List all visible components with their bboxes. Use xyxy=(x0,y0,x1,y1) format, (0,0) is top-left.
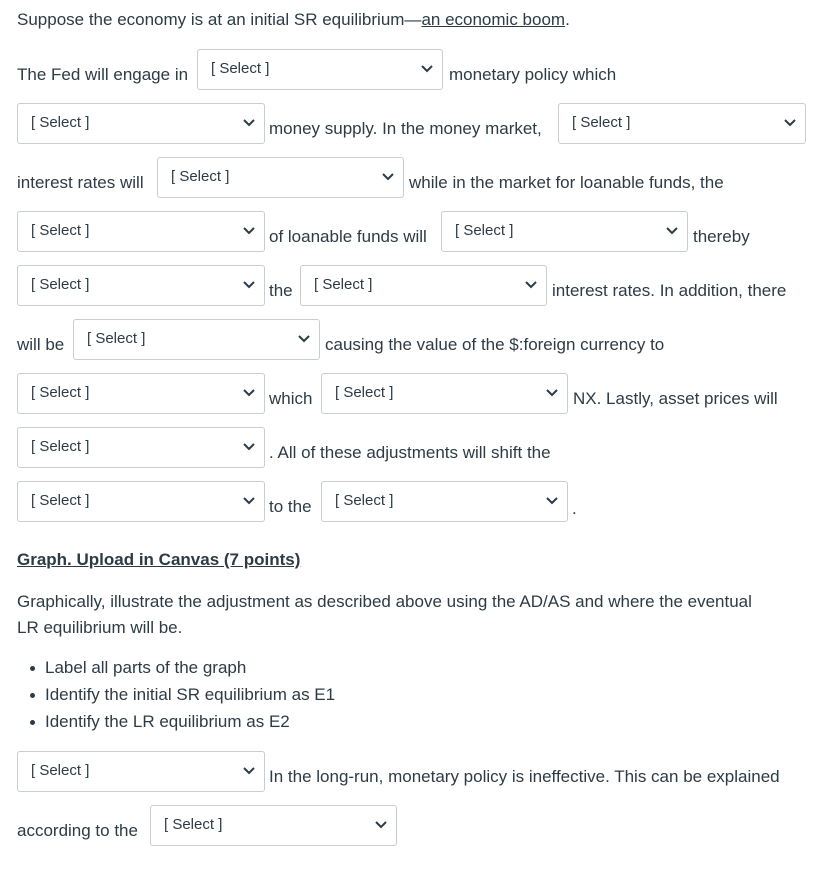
graph-instructions-line1: Graphically, illustrate the adjustment as described above using the AD/AS and where the eventual xyxy=(17,592,752,611)
select-money-market-shift[interactable] xyxy=(558,103,806,144)
text-adjustments-shift: . All of these adjustments will shift the xyxy=(269,443,551,462)
select-label: [ Select ] xyxy=(31,114,90,131)
select-capital-flow[interactable] xyxy=(73,319,320,360)
chevron-down-icon xyxy=(243,496,255,506)
select-lr-ineffective[interactable] xyxy=(17,751,265,792)
bullet-text: Identify the initial SR equilibrium as E1 xyxy=(45,685,336,704)
select-money-supply-change[interactable] xyxy=(17,103,265,144)
select-nx-change[interactable] xyxy=(321,373,568,414)
select-shift-direction[interactable] xyxy=(321,481,568,522)
select-loanable-funds-change[interactable] xyxy=(441,211,688,252)
select-label: [ Select ] xyxy=(171,168,230,185)
select-label: [ Select ] xyxy=(314,276,373,293)
bullet-dot xyxy=(30,666,35,671)
economic-boom-link[interactable]: an economic boom xyxy=(421,10,566,29)
text-period: . xyxy=(572,499,577,518)
text-interest-rates-will: interest rates will xyxy=(17,173,144,192)
chevron-down-icon xyxy=(243,118,255,128)
bullet-text: Identify the LR equilibrium as E2 xyxy=(45,712,290,731)
chevron-down-icon xyxy=(421,64,433,74)
chevron-down-icon xyxy=(243,766,255,776)
select-real-interest-change[interactable] xyxy=(17,265,265,306)
select-label: [ Select ] xyxy=(31,384,90,401)
select-loanable-funds-side[interactable] xyxy=(17,211,265,252)
text-long-run-ineffective: In the long-run, monetary policy is ineffective. This can be explained xyxy=(269,767,780,786)
select-curve-shifted[interactable] xyxy=(17,481,265,522)
intro-end: . xyxy=(565,10,570,29)
text-interest-rates-addition: interest rates. In addition, there xyxy=(552,281,787,300)
text-nx-asset-prices: NX. Lastly, asset prices will xyxy=(573,389,778,408)
intro-text: Suppose the economy is at an initial SR equilibrium— xyxy=(17,10,422,29)
chevron-down-icon xyxy=(784,118,796,128)
select-interest-rate-change[interactable] xyxy=(157,157,404,198)
bullet-text: Label all parts of the graph xyxy=(45,658,247,677)
graph-instructions-line2: LR equilibrium will be. xyxy=(17,618,183,637)
text-will-be: will be xyxy=(17,335,65,354)
select-asset-price-change[interactable] xyxy=(17,427,265,468)
chevron-down-icon xyxy=(375,820,387,830)
text-currency-value: causing the value of the $:foreign currency to xyxy=(325,335,665,354)
select-label: [ Select ] xyxy=(572,114,631,131)
select-label: [ Select ] xyxy=(164,816,223,833)
bullet-dot xyxy=(30,720,35,725)
chevron-down-icon xyxy=(382,172,394,182)
select-currency-change[interactable] xyxy=(17,373,265,414)
chevron-down-icon xyxy=(243,280,255,290)
select-label: [ Select ] xyxy=(31,762,90,779)
select-label: [ Select ] xyxy=(87,330,146,347)
bullet-dot xyxy=(30,693,35,698)
select-label: [ Select ] xyxy=(335,384,394,401)
select-label: [ Select ] xyxy=(31,222,90,239)
chevron-down-icon xyxy=(666,226,678,236)
chevron-down-icon xyxy=(243,226,255,236)
select-label: [ Select ] xyxy=(31,438,90,455)
text-which: which xyxy=(269,389,313,408)
text-to-the: to the xyxy=(269,497,312,516)
chevron-down-icon xyxy=(243,442,255,452)
chevron-down-icon xyxy=(525,280,537,290)
text-thereby: thereby xyxy=(693,227,750,246)
select-label: [ Select ] xyxy=(455,222,514,239)
select-label: [ Select ] xyxy=(335,492,394,509)
select-explanation-theory[interactable] xyxy=(150,805,397,846)
text-fed-engage: The Fed will engage in xyxy=(17,65,189,84)
text-the: the xyxy=(269,281,293,300)
text-of-loanable-funds-will: of loanable funds will xyxy=(269,227,427,246)
text-monetary-policy-which: monetary policy which xyxy=(449,65,617,84)
text-according-to-the: according to the xyxy=(17,821,138,840)
select-interest-rate-type[interactable] xyxy=(300,265,547,306)
text-money-market: money supply. In the money market, xyxy=(269,119,542,138)
select-label: [ Select ] xyxy=(31,492,90,509)
chevron-down-icon xyxy=(298,334,310,344)
select-label: [ Select ] xyxy=(211,60,270,77)
chevron-down-icon xyxy=(546,496,558,506)
chevron-down-icon xyxy=(546,388,558,398)
select-label: [ Select ] xyxy=(31,276,90,293)
select-monetary-policy-type[interactable] xyxy=(197,49,443,90)
chevron-down-icon xyxy=(243,388,255,398)
graph-heading: Graph. Upload in Canvas (7 points) xyxy=(17,550,301,569)
text-loanable-funds-market: while in the market for loanable funds, the xyxy=(409,173,724,192)
intro-sentence xyxy=(17,10,570,30)
